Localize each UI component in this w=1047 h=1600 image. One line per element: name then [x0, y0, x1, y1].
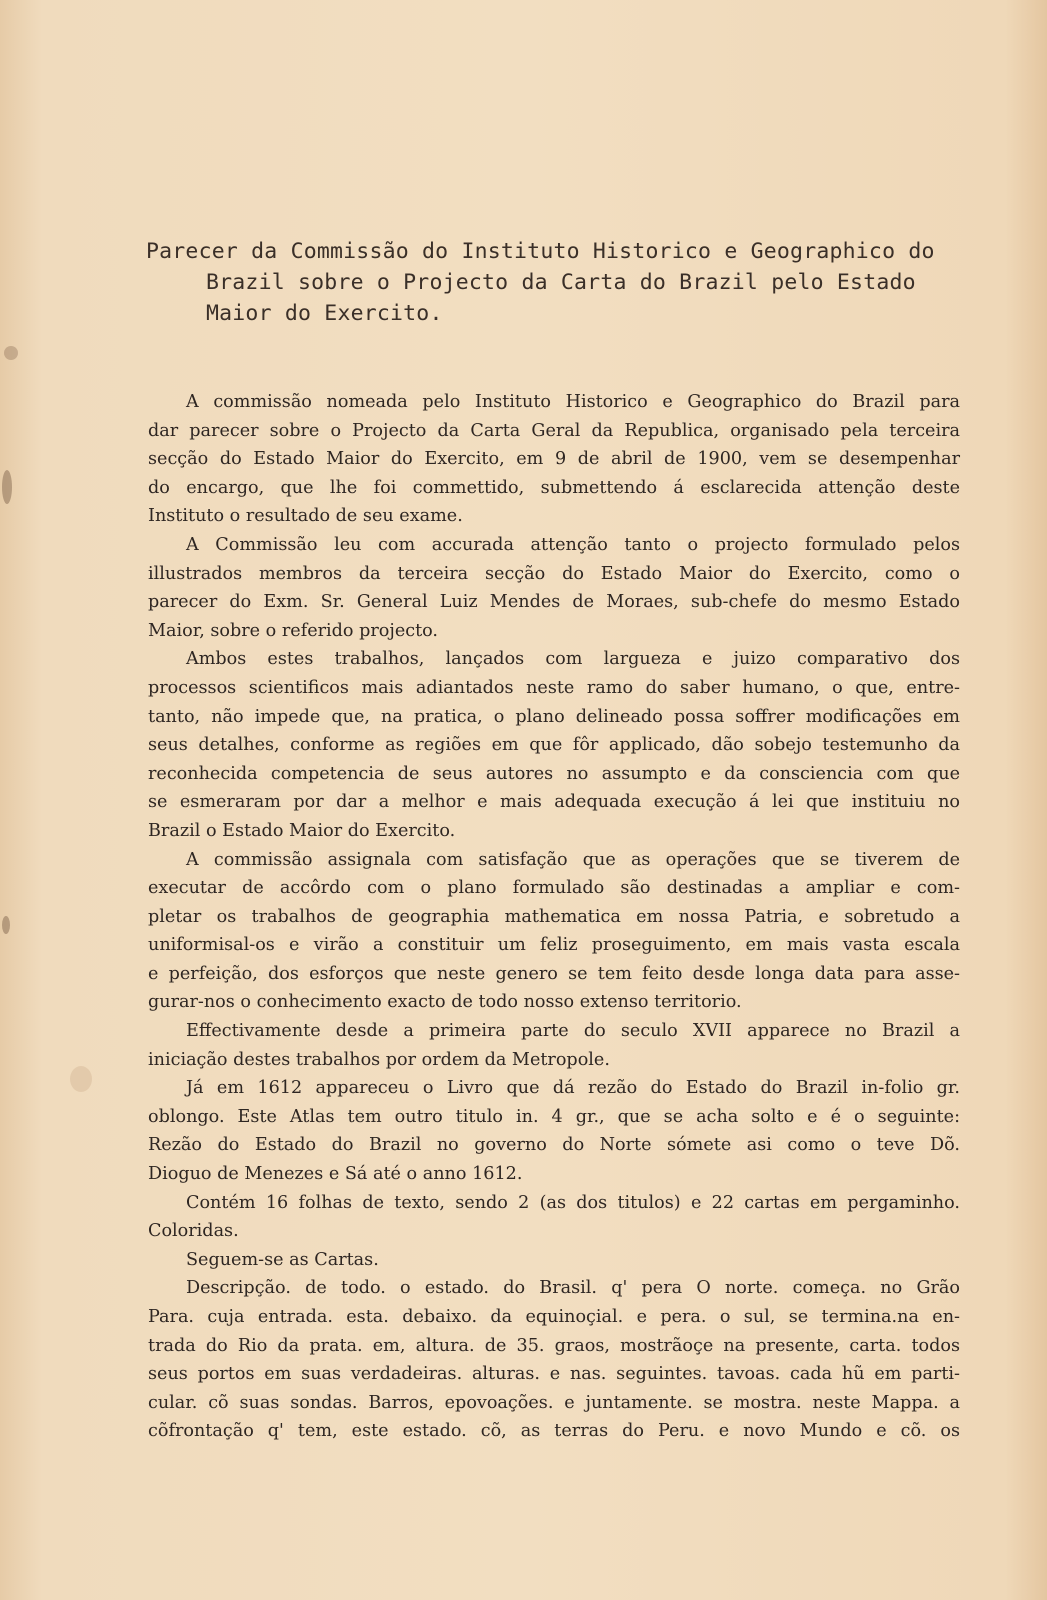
body-line: se esmeraram por dar a melhor e mais adequada execução á lei que instituiu no	[148, 792, 960, 813]
body-line: tanto, não impede que, na pratica, o plano delineado possa soffrer modificações em	[148, 706, 960, 727]
body-line: seus detalhes, conforme as regiões em que fôr applicado, dão sobejo testemunho da	[148, 735, 960, 756]
body-line: cular. cõ suas sondas. Barros, epovoações. e juntamente. se mostra. neste Mappa. a	[148, 1392, 960, 1413]
body-line: executar de accôrdo com o plano formulado são destinadas a ampliar e com-	[148, 878, 960, 899]
body-line: Coloridas.	[148, 1221, 239, 1242]
body-line: dar parecer sobre o Projecto da Carta Geral da Republica, organisado pela terceira	[148, 420, 960, 441]
body-line: gurar-nos o conhecimento exacto de todo nosso extenso territorio.	[148, 992, 742, 1013]
body-line: iniciação destes trabalhos por ordem da Metropole.	[148, 1049, 610, 1070]
body-line: illustrados membros da terceira secção do Estado Maior do Exercito, como o	[148, 563, 960, 584]
body-line: Effectivamente desde a primeira parte do seculo XVII apparece no Brazil a	[186, 1021, 960, 1042]
paper-stain	[4, 346, 18, 360]
body-line: Brazil o Estado Maior do Exercito.	[148, 820, 456, 841]
body-line: cõfrontação q' tem, este estado. cõ, as terras do Peru. e novo Mundo e cõ. os	[148, 1421, 960, 1442]
body-line: parecer do Exm. Sr. General Luiz Mendes de Moraes, sub-chefe do mesmo Estado	[148, 592, 960, 613]
body-line: do encargo, que lhe foi commettido, submettendo á esclarecida attenção deste	[148, 477, 960, 498]
body-line: Contém 16 folhas de texto, sendo 2 (as dos titulos) e 22 cartas em pergaminho.	[186, 1192, 960, 1213]
body-line: Para. cuja entrada. esta. debaixo. da equinoçial. e pera. o sul, se termina.na en-	[148, 1307, 960, 1327]
body-line: secção do Estado Maior do Exercito, em 9 de abril de 1900, vem se desempenhar	[148, 449, 960, 470]
body-line: A commissão nomeada pelo Instituto Historico e Geographico do Brazil para	[186, 392, 960, 412]
body-line: trada do Rio da prata. em, altura. de 35. graos, mostrãoçe na presente, carta. todos	[148, 1335, 960, 1356]
body-line: processos scientificos mais adiantados neste ramo do saber humano, o que, entre-	[148, 677, 960, 698]
paper-stain	[2, 916, 10, 934]
body-line: pletar os trabalhos de geographia mathematica em nossa Patria, e sobretudo a	[148, 906, 960, 927]
body-line: Descripção. de todo. o estado. do Brasil. q' pera O norte. começa. no Grão	[186, 1278, 960, 1299]
title-line: Parecer da Commissão do Instituto Historico e Geographico do	[146, 239, 935, 264]
body-line: e perfeição, dos esforços que neste genero se tem feito desde longa data para asse-	[148, 963, 960, 984]
paper-stain	[2, 470, 12, 504]
paper-stain	[70, 1066, 92, 1092]
body-line: oblongo. Este Atlas tem outro titulo in. 4 gr., que se acha solto e é o seguinte:	[148, 1106, 960, 1127]
body-line: Instituto o resultado de seu exame.	[148, 506, 463, 527]
body-line: Ambos estes trabalhos, lançados com largueza e juizo comparativo dos	[186, 649, 960, 670]
body-line: seus portos em suas verdadeiras. alturas. e nas. seguintes. tavoas. cada hũ em parti-	[148, 1364, 960, 1385]
title-line: Maior do Exercito.	[206, 301, 443, 326]
body-line: Maior, sobre o referido projecto.	[148, 620, 439, 641]
body-line: Seguem-se as Cartas.	[186, 1249, 379, 1270]
body-line: A Commissão leu com accurada attenção tanto o projecto formulado pelos	[186, 534, 960, 555]
body-line: A commissão assignala com satisfação que as operações que se tiverem de	[186, 849, 960, 870]
body-line: Rezão do Estado do Brazil no governo do Norte sómete asi como o teve Dõ.	[148, 1135, 960, 1156]
body-line: reconhecida competencia de seus autores no assumpto e da consciencia com que	[148, 763, 960, 784]
title-line: Brazil sobre o Projecto da Carta do Brazil pelo Estado	[206, 270, 916, 295]
document-title	[146, 236, 956, 329]
body-line: uniformisal-os e virão a constituir um feliz proseguimento, em mais vasta escala	[148, 935, 960, 956]
body-line: Dioguo de Menezes e Sá até o anno 1612.	[148, 1164, 523, 1185]
body-line: Já em 1612 appareceu o Livro que dá rezão do Estado do Brazil in-folio gr.	[186, 1078, 960, 1099]
document-body	[148, 388, 960, 1446]
